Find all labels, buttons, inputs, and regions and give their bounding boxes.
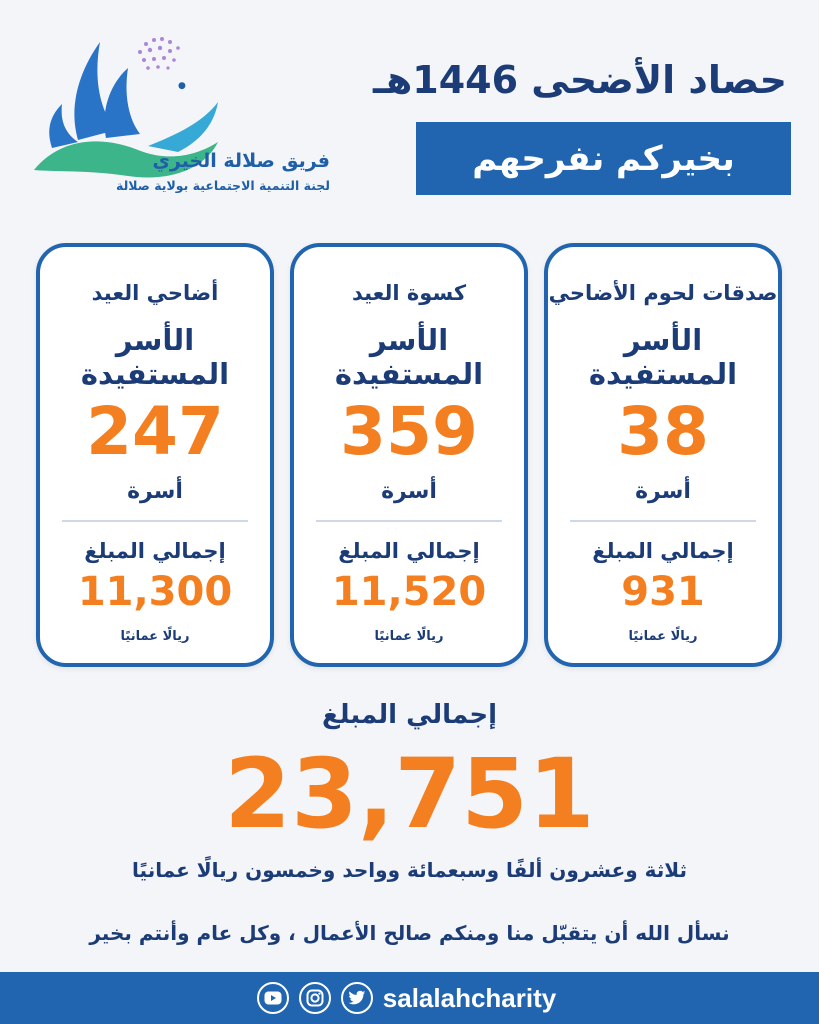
team-logo xyxy=(28,30,328,200)
divider xyxy=(570,520,756,522)
amount-label: إجمالي المبلغ xyxy=(338,539,480,563)
social-handle[interactable]: salalahcharity xyxy=(382,982,557,1013)
divider xyxy=(62,520,248,522)
amount-label: إجمالي المبلغ xyxy=(84,539,226,563)
count-unit: أسرة xyxy=(381,479,437,504)
logo-badge: ● xyxy=(178,81,186,91)
amount-value: 11,520 xyxy=(331,569,487,615)
families-count: 247 xyxy=(86,393,224,470)
logo-mark-icon xyxy=(28,30,328,200)
currency-label: ريالًا عمانيًا xyxy=(120,629,190,644)
beneficiary-label: المستفيدة xyxy=(588,357,738,391)
committee-name: لجنة التنمية الاجتماعية بولاية صلالة xyxy=(116,178,330,193)
beneficiary-label: المستفيدة xyxy=(334,357,484,391)
card-title: أضاحي العيد xyxy=(91,281,219,305)
card-title: كسوة العيد xyxy=(351,281,467,305)
families-label: الأسر xyxy=(369,323,449,357)
amount-label: إجمالي المبلغ xyxy=(592,539,734,563)
slogan-banner: بخيركم نفرحهم xyxy=(416,122,791,195)
team-name: فريق صلالة الخيري xyxy=(152,150,330,172)
total-in-words: ثلاثة وعشرون ألفًا وسبعمائة وواحد وخمسون ريالًا عمانيًا xyxy=(132,858,687,882)
card-title: صدقات لحوم الأضاحي xyxy=(548,281,778,305)
footer-bar xyxy=(0,972,819,1024)
families-label: الأسر xyxy=(115,323,195,357)
page-title: حصاد الأضحى 1446هـ xyxy=(372,58,787,102)
total-amount: 23,751 xyxy=(224,738,595,850)
divider xyxy=(316,520,502,522)
count-unit: أسرة xyxy=(635,479,691,504)
youtube-icon[interactable] xyxy=(257,982,289,1014)
families-label: الأسر xyxy=(623,323,703,357)
instagram-icon[interactable] xyxy=(299,982,331,1014)
families-count: 38 xyxy=(617,393,709,470)
total-label: إجمالي المبلغ xyxy=(321,700,498,730)
currency-label: ريالًا عمانيًا xyxy=(374,629,444,644)
card-meat-donations xyxy=(544,243,782,667)
card-eid-clothing xyxy=(290,243,528,667)
amount-value: 11,300 xyxy=(77,569,233,615)
amount-value: 931 xyxy=(621,569,705,615)
twitter-icon[interactable] xyxy=(341,982,373,1014)
currency-label: ريالًا عمانيًا xyxy=(628,629,698,644)
card-eid-sacrifices xyxy=(36,243,274,667)
closing-prayer: نسأل الله أن يتقبّل منا ومنكم صالح الأعمال ، وكل عام وأنتم بخير xyxy=(89,921,730,945)
count-unit: أسرة xyxy=(127,479,183,504)
beneficiary-label: المستفيدة xyxy=(80,357,230,391)
families-count: 359 xyxy=(340,393,478,470)
